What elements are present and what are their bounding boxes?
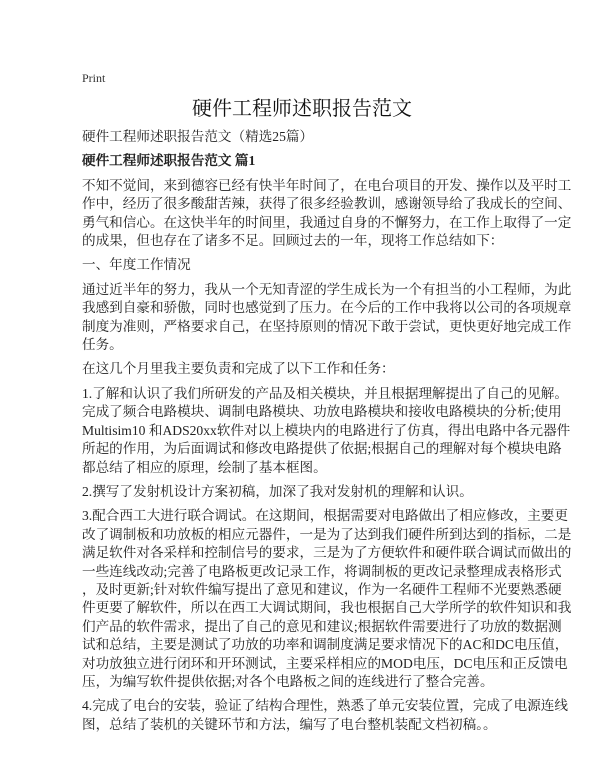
document-title: 硬件工程师述职报告范文 — [192, 98, 412, 120]
text-line: 2.撰写了发射机设计方案初稿，加深了我对发射机的理解和认识。 — [82, 483, 473, 499]
text-line: 试和总结，主要是测试了功放的功率和调制度满足要求情况下的AC和DC电压值， — [82, 637, 569, 653]
subtitle: 硬件工程师述职报告范文（精选25篇） — [82, 129, 314, 144]
text-line: 一些连线改动;完善了电路板更改记录工作，将调制板的更改记录整理成表格形式 — [82, 563, 562, 579]
text-line: 压，为编写软件提供依据;对各个电路板之间的连线进行了整合完善。 — [82, 673, 494, 689]
text-line: 勇气和信心。在这快半年的时间里，我通过自身的不懈努力，在工作上取得了一定 — [82, 214, 572, 230]
text-line: 通过近半年的努力，我从一个无知青涩的学生成长为一个有担当的小工程师，为此 — [82, 281, 572, 297]
text-line: 4.完成了电台的安装，验证了结构合理性，熟悉了单元安装位置，完成了电源连线 — [82, 698, 568, 714]
text-line: 3.配合西工大进行联合调试。在这期间，根据需要对电路做出了相应修改，主要更 — [82, 508, 568, 524]
paragraph-annual-work — [82, 281, 582, 355]
text-line: 件更要了解软件，所以在西工大调试期间，我也根据自己大学所学的软件知识和我 — [82, 600, 572, 616]
paragraph-item-2 — [82, 483, 582, 501]
text-line: 完成了频合电路模块、调制电路模块、功放电路模块和接收电路模块的分析;使用 — [82, 404, 562, 420]
text-line: 都总结了相应的原理，绘制了基本框图。 — [82, 459, 327, 475]
text-line: 不知不觉间，来到德容已经有快半年时间了，在电台项目的开发、操作以及平时工 — [82, 177, 572, 193]
text-line: 任务。 — [82, 337, 123, 353]
text-line: 一、年度工作情况 — [82, 257, 191, 273]
document-page — [82, 0, 582, 744]
print-link[interactable]: Print — [82, 71, 106, 85]
paragraph-item-3 — [82, 507, 582, 691]
text-line: ，及时更新;针对软件编写提出了意见和建议，作为一名硬件工程师不光要熟悉硬 — [82, 581, 562, 597]
text-line: 制度为准则，严格要求自己，在坚持原则的情况下敢于尝试，更快更好地完成工作 — [82, 318, 572, 334]
text-line: 在这几个月里我主要负责和完成了以下工作和任务： — [82, 361, 395, 377]
paragraph-item-4 — [82, 697, 582, 734]
text-line: 1.了解和认识了我们所研发的产品及相关模块，并且根据理解提出了自己的见解。 — [82, 385, 568, 401]
text-line: 图，总结了装机的关键环节和方法，编写了电台整机装配文档初稿。。 — [82, 716, 497, 732]
paragraph-intro — [82, 177, 582, 251]
section-heading: 硬件工程师述职报告范文 篇1 — [82, 153, 256, 169]
text-line: 的成果，但也存在了诸多不足。回顾过去的一年，现将工作总结如下： — [82, 233, 504, 249]
text-line: 所起的作用，为后面调试和修改电路提供了依据;根据自己的理解对每个模块电路 — [82, 441, 562, 457]
text-line: 改了调制板和功放板的相应元器件，一是为了达到我们硬件所到达到的指标，二是 — [82, 526, 572, 542]
paragraph-section-title — [82, 256, 582, 274]
paragraph-item-1 — [82, 385, 582, 477]
text-line: 作中，经历了很多酸甜苦辣，获得了很多经验教训，感谢领导给了我成长的空间、 — [82, 196, 572, 212]
text-line: Multisim10 和ADS20xx软件对以上模块内的电路进行了仿真，得出电路中各元器件 — [82, 422, 571, 438]
text-line: 满足软件对各采样和控制信号的要求，三是为了方便软件和硬件联合调试而做出的 — [82, 545, 572, 561]
text-line: 们产品的软件需求，提出了自己的意见和建议;根据软件需要进行了功放的数据测 — [82, 618, 562, 634]
text-line: 对功放独立进行闭环和开环测试，主要采样相应的MOD电压，DC电压和正反馈电 — [82, 655, 568, 671]
text-line: 我感到自豪和骄傲，同时也感觉到了压力。在今后的工作中我将以公司的各项规章 — [82, 300, 572, 316]
paragraph-tasks-intro — [82, 360, 582, 378]
